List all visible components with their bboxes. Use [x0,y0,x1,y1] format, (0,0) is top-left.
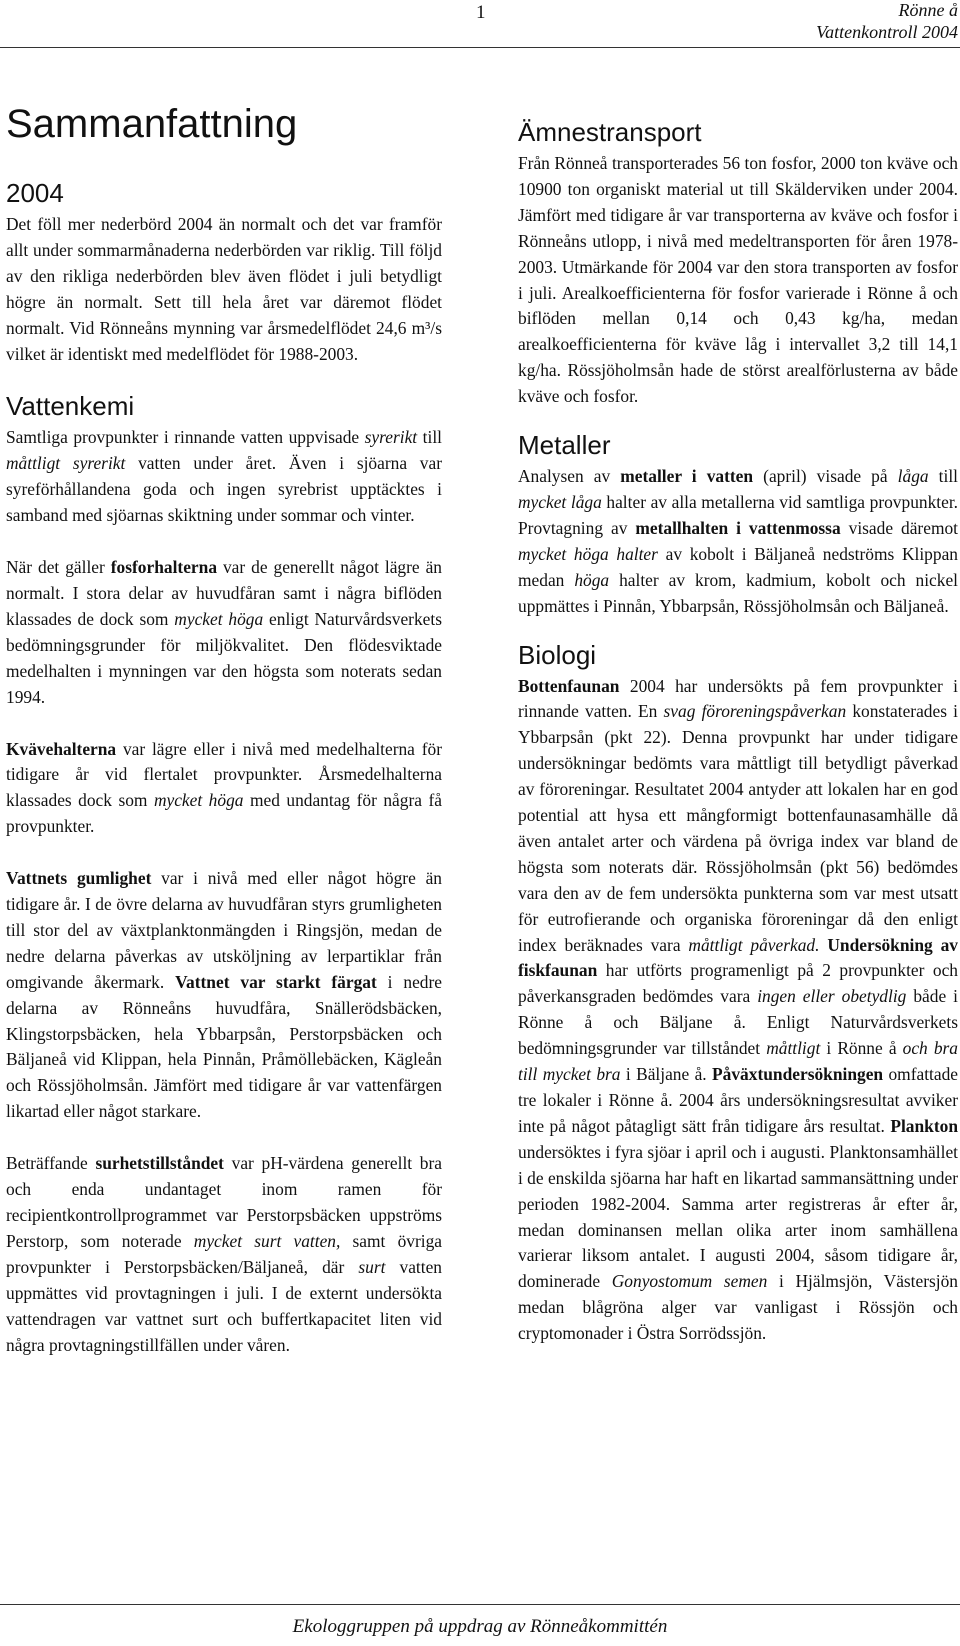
paragraph-kvave: Kvävehalterna var lägre eller i nivå med medelhalterna för tidigare år vid flertalet provpunkter. Årsmedelhalterna klassades dock som mycket höga med undantag för några få provpunkter. [6,738,442,837]
paragraph-2004: Det föll mer nederbörd 2004 än normalt och det var framför allt under sommarmånaderna nederbörden var riklig. Till följd av den rikliga nederbörden blev även flödet i juli betydligt högre än normalt. Sett till hela året var däremot flödet normalt. Vid Rönneåns mynning var årsmedelflödet 24,6 m³/s vilket är identiskt med medelflödet för 1988-2003. [6,214,442,364]
page-footer: Ekologgruppen på uppdrag av Rönneåkommittén [292,1616,668,1637]
paragraph-syre: Samtliga provpunkter i rinnande vatten uppvisade syrerikt till måttligt syrerikt vatten under året. Även i sjöarna var syreförhållandena goda och ingen syrebrist upptäcktes i samband med sjöarnas skiktning under sommar och vinter. [6,427,442,526]
heading-2004: 2004 [6,178,64,208]
paragraph-amnestransport: Från Rönneå transporterades 56 ton fosfor, 2000 ton kväve och 10900 ton organiskt material ut till Skälderviken under 2004. Jämfört med tidigare år var transporterna av kväve och fosfor i Rönneåns utlopp, i nivå med medeltransporten för åren 1978-2003. Utmärkande för 2004 var den stora transporten av fosfor i juli. Arealkoefficienterna för fosfor varierade i Rönne å och biflöden mellan 0,14 och 0,43 kg/ha, medan arealkoefficienterna för kväve låg i intervallet 3,2 till 14,1 kg/ha. Rössjöholmsån hade de störst arealförlusterna av både kväve och fosfor. [518,153,958,407]
paragraph-surhet: Beträffande surhetstillståndet var pH-värdena generellt bra och enda undantaget inom ramen för recipientkontrollprogrammet var Perstorpsbäcken uppströms Perstorp, som noterade mycket surt vatten, samt övriga provpunkter i Perstorpsbäcken/Bäljaneå, där surt vatten uppmättes vid provtagningen i juli. I de externt undersökta vattendragen var vattnet surt och buffertkapacitet liten vid några provtagningstillfällen under våren. [6,1153,442,1355]
heading-metaller: Metaller [518,430,611,461]
footer-rule [0,1604,960,1605]
paragraph-metaller: Analysen av metaller i vatten (april) visade på låga till mycket låga halter av alla metallerna vid samtliga provpunkter. Provtagning av metallhalten i vattenmossa visade däremot mycket höga halter av kobolt i Bäljaneå nedströms Klippan medan höga halter av krom, kadmium, kobolt och nickel uppmättes i Pinnån, Ybbarpsån, Rössjöholmsån och Bäljaneå. [518,466,959,616]
right-column [518,115,958,1347]
heading-biologi: Biologi [518,639,597,670]
paragraph-biologi: Bottenfaunan 2004 har undersökts på fem provpunkter i rinnande vatten. En svag föroreningspåverkan konstaterades i Ybbarpsån (pkt 22). Denna provpunkt har under tidigare undersökningar bedömts vara måttligt till betydligt påverkad av föroreningar. Resultatet 2004 antyder att lokalen har en god potential att hysa ett mångformigt bottenfaunasamhälle då även antalet arter och värdena på övriga index var bland de högsta som noterats där. Rössjöholmsån (pkt 56) bedömdes vara den av de fem undersökta punkterna som var mest utsatt för eutrofierande och organiska föroreningar då den enligt index beräknades vara måttligt påverkad. Undersökning av fiskfaunan har utförts programenligt på 2 provpunkter och påverkansgraden bedömdes vara ingen eller obetydlig både i Rönne å och Bäljane å. Enligt Naturvårdsverkets bedömningsgrunder var tillståndet måttligt i Rönne å och bra till mycket bra i Bäljane å. Påväxtundersökningen omfattade tre lokaler i Rönne å. 2004 års undersökningsresultat avviker inte på något påtagligt sätt från tidigare års resultat. Plankton undersöktes i fyra sjöar i april och i augusti. Planktonsamhället i de enskilda sjöarna har haft en likartad sammansättning under perioden 1982-2004. Samma arter registreras år efter år, medan dominansen mellan olika arter inom samhällena varierar liksom antalet. I augusti 2004, såsom tidigare år, dominerade Gonyostomum semen i Hjälmsjön, Västersjön medan blågröna alger var vanligast i Rössjön och cryptomonader i Östra Sorrödssjön. [518,675,959,1344]
heading-vattenkemi: Vattenkemi [6,391,135,422]
left-column [6,100,442,1358]
heading-amnestransport: Ämnestransport [518,117,702,147]
page-number: 1 [476,2,486,23]
page-header [0,0,960,50]
paragraph-fosfor: När det gäller fosforhalterna var de generellt något lägre än normalt. I stora delar av huvudfåran samt i några biflöden klassades de dock som mycket höga enligt Naturvårdsverkets bedömningsgrunder för miljökvalitet. Den flödesviktade medelhalten i mynningen var den högsta som noterats sedan 1994. [6,557,442,707]
main-title: Sammanfattning [6,102,298,146]
header-rule [0,47,960,48]
paragraph-grumlighet: Vattnets gumlighet var i nivå med eller något högre än tidigare år. I de övre delarna av huvudfåran styrs grumligheten till stor del av växtplanktonmängden i Ringsjön, medan de nedre delarna påverkas av utsköljning av lerpartiklar från omgivande åkermark. Vattnet var starkt färgat i nedre delarna av Rönneåns huvudfåra, Snällerödsbäcken, Klingstorpsbäcken, hela Ybbarpsån, Perstorpsbäcken och Bäljaneå vid Klippan, hela Pinnån, Pråmöllebäcken, Kägleån och Rössjöholmsån. Jämfört med tidigare år var vattenfärgen likartad eller något starkare. [6,868,442,1122]
header-title-line2: Vattenkontroll 2004 [816,22,958,42]
header-title-line1: Rönne å [898,0,958,20]
